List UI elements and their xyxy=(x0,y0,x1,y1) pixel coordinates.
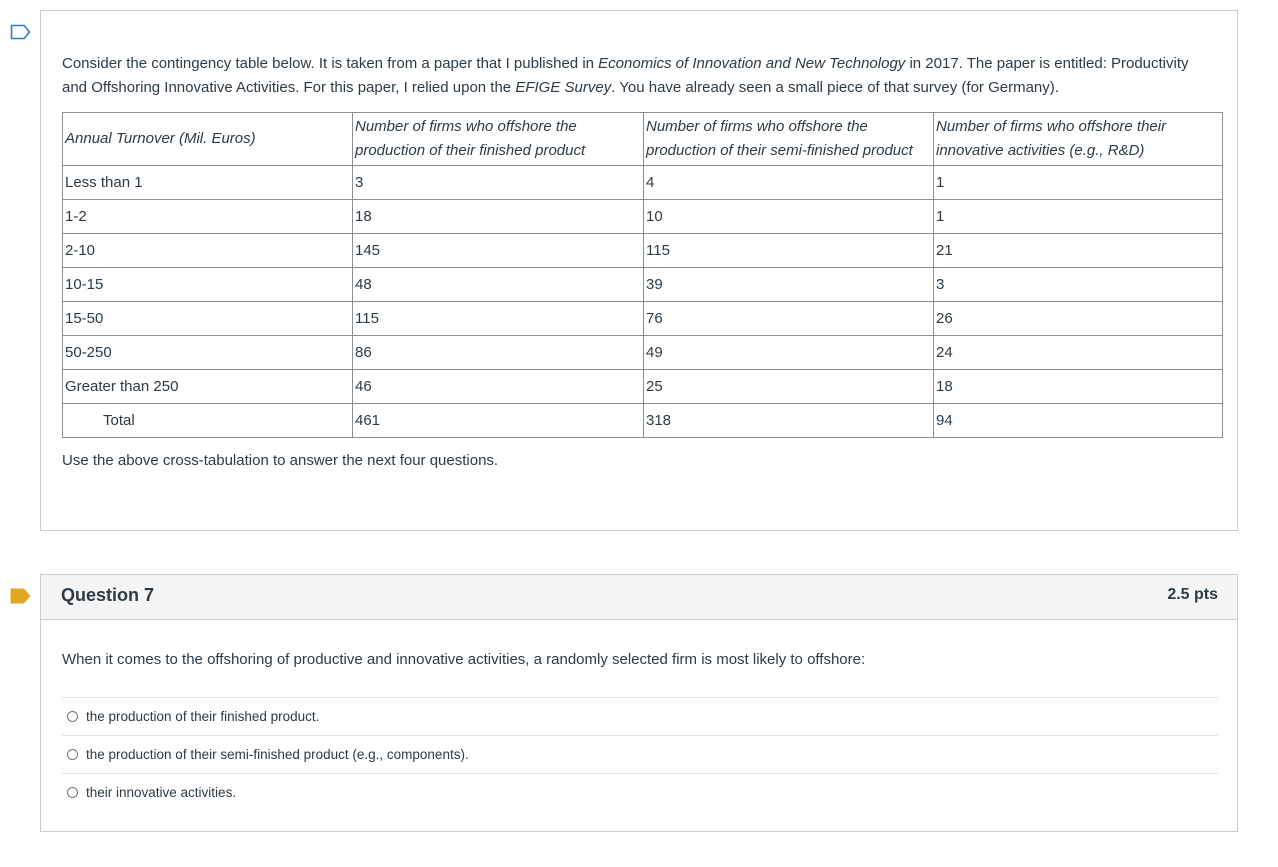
answer-option-semi-finished[interactable] xyxy=(62,735,1218,773)
table-row xyxy=(63,336,1223,370)
flag-outline-icon[interactable] xyxy=(10,24,31,40)
table-cell: Greater than 250 xyxy=(63,370,353,404)
table-cell: 461 xyxy=(353,404,644,438)
question-prompt: When it comes to the offshoring of productive and innovative activities, a randomly selected firm is most likely to offshore: xyxy=(62,651,866,668)
table-cell: 24 xyxy=(934,336,1223,370)
table-cell: 3 xyxy=(353,166,644,200)
flag-filled-icon[interactable] xyxy=(10,588,31,604)
table-row xyxy=(63,234,1223,268)
question-points: 2.5 pts xyxy=(1167,586,1218,603)
table-cell: 15-50 xyxy=(63,302,353,336)
intro-paragraph xyxy=(62,52,1212,100)
table-cell: 10 xyxy=(644,200,934,234)
question-card xyxy=(40,574,1238,832)
contingency-table xyxy=(62,112,1223,438)
table-cell: 49 xyxy=(644,336,934,370)
answer-list xyxy=(62,697,1218,811)
table-row xyxy=(63,268,1223,302)
question-title: Question 7 xyxy=(61,585,155,605)
table-cell: 115 xyxy=(644,234,934,268)
header-innovative-activities: Number of firms who offshore their innovative activities (e.g., R&D) xyxy=(934,113,1223,166)
table-row xyxy=(63,166,1223,200)
table-cell: 18 xyxy=(934,370,1223,404)
answer-label: the production of their finished product. xyxy=(86,709,320,724)
table-cell: 46 xyxy=(353,370,644,404)
table-cell: 1-2 xyxy=(63,200,353,234)
table-cell: 2-10 xyxy=(63,234,353,268)
header-turnover: Annual Turnover (Mil. Euros) xyxy=(63,113,353,166)
header-semi-finished-product: Number of firms who offshore the production of their semi-finished product xyxy=(644,113,934,166)
table-row xyxy=(63,200,1223,234)
answer-option-innovative[interactable] xyxy=(62,773,1218,811)
table-cell: 76 xyxy=(644,302,934,336)
table-total-row xyxy=(63,404,1223,438)
table-cell: 145 xyxy=(353,234,644,268)
table-header-row xyxy=(63,113,1223,166)
intro-text-3: . You have already seen a small piece of that survey (for Germany). xyxy=(611,79,1059,96)
table-row xyxy=(63,370,1223,404)
header-finished-product: Number of firms who offshore the production of their finished product xyxy=(353,113,644,166)
table-cell: 1 xyxy=(934,200,1223,234)
survey-name: EFIGE Survey xyxy=(515,79,612,96)
answer-label: their innovative activities. xyxy=(86,785,237,800)
table-cell: 86 xyxy=(353,336,644,370)
table-cell: 10-15 xyxy=(63,268,353,302)
table-cell: 1 xyxy=(934,166,1223,200)
intro-text-2: in 2017. The paper is entitled: Productivity and Offshoring Innovative Activities. For this paper, I relied upon the xyxy=(62,55,1189,96)
text-block-card xyxy=(40,10,1238,531)
table-cell: 115 xyxy=(353,302,644,336)
table-cell: 3 xyxy=(934,268,1223,302)
journal-name: Economics of Innovation and New Technology xyxy=(598,55,906,72)
instruction-text: Use the above cross-tabulation to answer the next four questions. xyxy=(62,452,499,469)
question-header xyxy=(41,575,1237,620)
table-cell: 18 xyxy=(353,200,644,234)
table-cell: 50-250 xyxy=(63,336,353,370)
table-cell: 26 xyxy=(934,302,1223,336)
table-cell: 21 xyxy=(934,234,1223,268)
table-cell: 4 xyxy=(644,166,934,200)
radio-button[interactable] xyxy=(67,711,78,722)
table-cell: 48 xyxy=(353,268,644,302)
table-cell: 94 xyxy=(934,404,1223,438)
table-cell: 39 xyxy=(644,268,934,302)
table-cell: 25 xyxy=(644,370,934,404)
radio-button[interactable] xyxy=(67,787,78,798)
table-cell: Less than 1 xyxy=(63,166,353,200)
answer-label: the production of their semi-finished product (e.g., components). xyxy=(86,747,469,762)
table-cell-total-label: Total xyxy=(63,404,353,438)
answer-option-finished[interactable] xyxy=(62,697,1218,735)
radio-button[interactable] xyxy=(67,749,78,760)
table-row xyxy=(63,302,1223,336)
table-cell: 318 xyxy=(644,404,934,438)
intro-text-1: Consider the contingency table below. It is taken from a paper that I published in xyxy=(62,55,599,72)
